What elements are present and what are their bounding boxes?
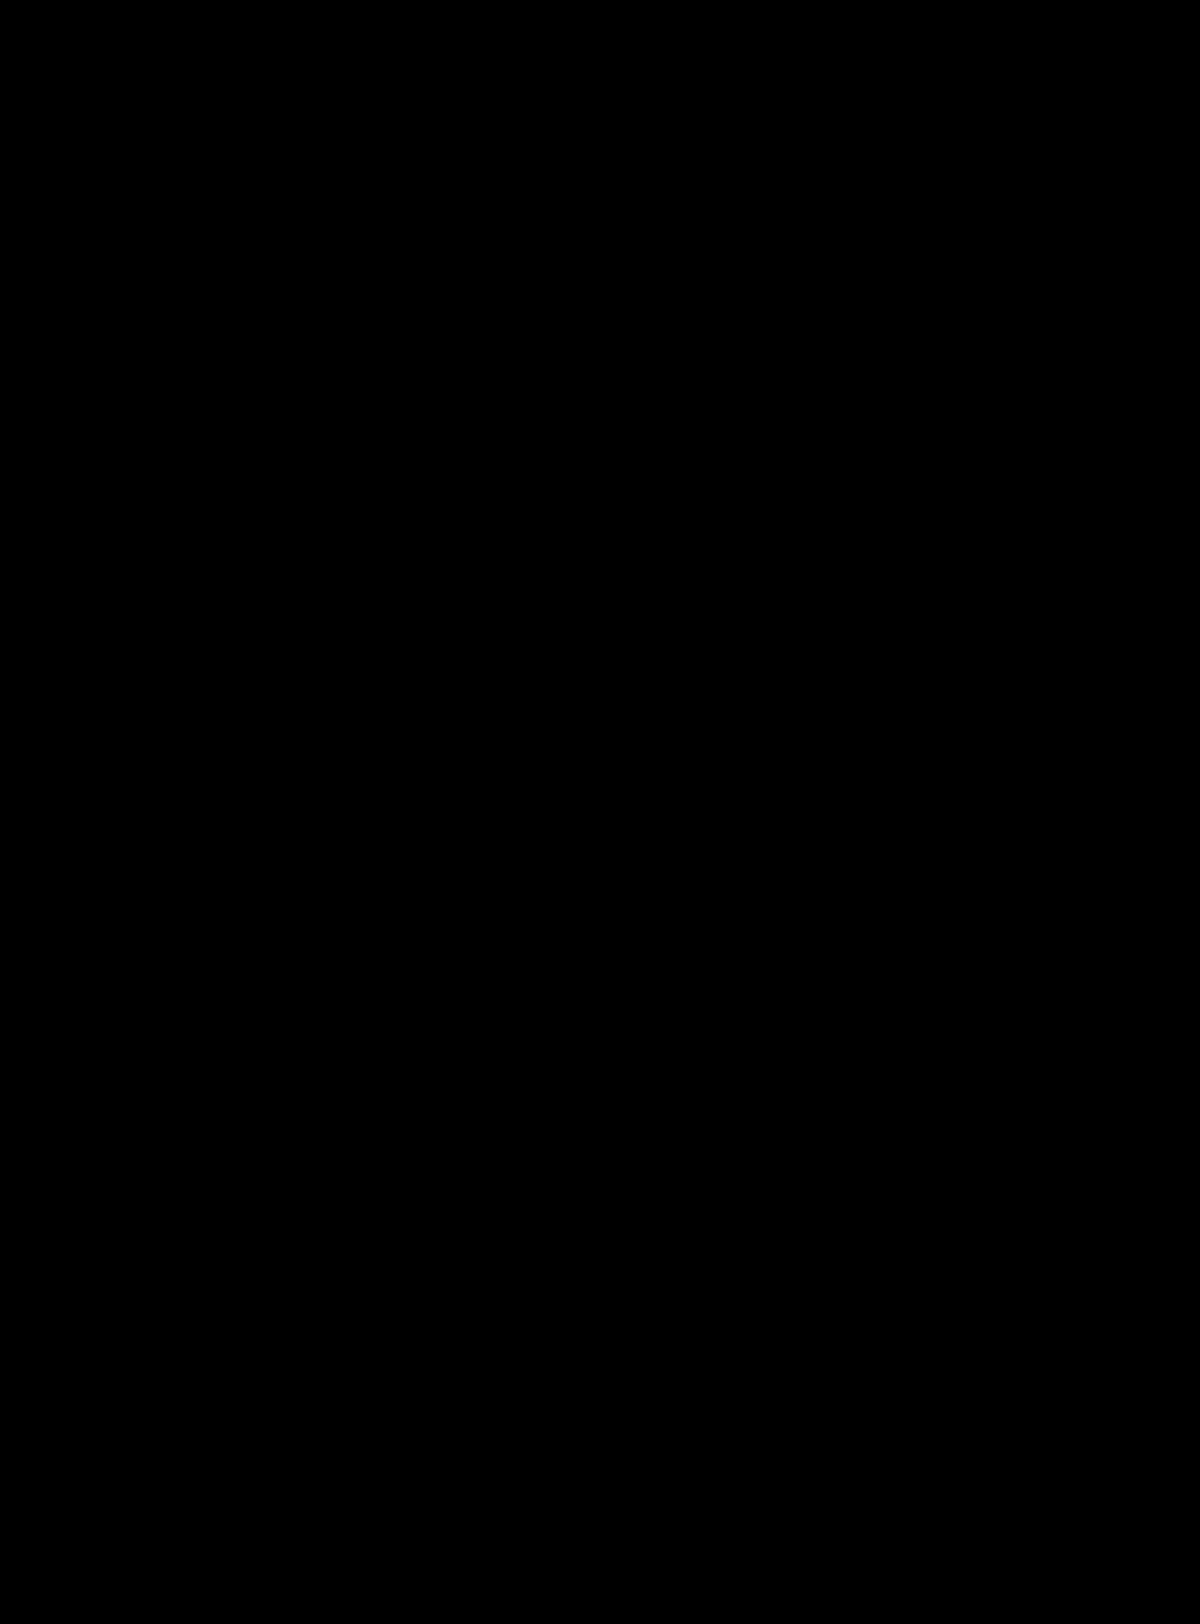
servings-per-container: Approx. 28 Servings per Container xyxy=(67,133,660,174)
row-divider xyxy=(59,931,1169,934)
serving-size-value: 1 Rounded Scoop (35.3 grams) xyxy=(477,184,1035,226)
serving-size-label: Serving Size: xyxy=(67,184,306,226)
table-row xyxy=(63,581,1169,627)
row-divider xyxy=(59,679,1169,682)
nutrient-dv: 4% xyxy=(1121,786,1169,823)
nutrient-dv: 0% xyxy=(1121,1016,1169,1053)
divider-footnote xyxy=(59,1211,1169,1217)
nutrient-name: Calcium 34mg xyxy=(69,1066,293,1103)
table-row xyxy=(63,1065,1169,1111)
nutrient-dv: 0% xyxy=(1121,530,1169,567)
serving-size-row xyxy=(67,183,1167,227)
calories-per-gram-values: Fat 9 • Carbohydrate 4 • Protein 4 xyxy=(435,1333,799,1359)
nutrient-dv: 42% xyxy=(1102,936,1169,973)
table-row xyxy=(63,1115,1169,1161)
nutrition-panel xyxy=(22,8,1178,1380)
nutrient-name: Trans Fat 0g xyxy=(115,582,310,619)
nutrient-dv: 17% xyxy=(1102,686,1169,723)
nutrient-name: Total Sugars 0g xyxy=(115,836,361,873)
nutrient-dv: 2% xyxy=(1121,478,1169,515)
nutrient-name: Saturated Fat 0g xyxy=(115,530,374,567)
table-row xyxy=(63,477,1169,523)
table-row xyxy=(63,633,1169,679)
nutrient-name: Dietary Fiber 1g xyxy=(115,786,365,823)
nutrient-name: Total Fat 1.5g xyxy=(69,478,280,515)
nutrient-name: Protein 21g xyxy=(69,936,249,973)
calories-label: CALORIES xyxy=(63,314,428,394)
ingredients-text: Ingredients: Vegan Protein (Pea Protein Concentrate, Organic Pumpkin Protein, Watermelon Seed Protein), Natural and Artificial Flavors, Peanut Flour (Adding 1g Protein), Sunflower Creamer (High Oleic Sunflower Oil, Tapioca Starch, Tapioca Dextrin, Natural Flavors, Mixed Tocopherols), Salt, Sucralose, Xanthan Gum xyxy=(38,1404,1162,1548)
nutrient-name: Cholesterol 0mg xyxy=(69,634,328,671)
row-divider xyxy=(59,731,1169,734)
row-divider xyxy=(59,523,1169,526)
calories-per-gram-label: Calories per gram: xyxy=(67,1303,271,1329)
nutrient-name: Total Carbohydrate 6g xyxy=(69,736,417,773)
row-divider xyxy=(59,831,1169,834)
table-row xyxy=(63,1165,1169,1211)
calories-row xyxy=(63,304,1169,403)
table-row xyxy=(63,785,1169,831)
divider-dv xyxy=(59,470,1169,476)
divider-thick-1 xyxy=(59,237,1169,271)
table-row xyxy=(63,735,1169,781)
divider-thick-3 xyxy=(59,981,1169,1007)
row-divider xyxy=(59,627,1169,630)
table-row xyxy=(63,935,1169,981)
nutrient-dv: 2% xyxy=(1121,736,1169,773)
amount-per-serving: Amount Per Serving xyxy=(67,288,317,318)
table-row xyxy=(63,1015,1169,1061)
row-divider xyxy=(59,881,1169,884)
nutrient-dv: 2% xyxy=(1121,1066,1169,1103)
table-row xyxy=(63,529,1169,575)
nutrient-name: Iron 4mg xyxy=(69,1116,209,1153)
nutrient-dv: 0% xyxy=(1121,634,1169,671)
calories-value: 120 xyxy=(1022,304,1169,403)
contains-allergens-text: Contains: Peanuts xyxy=(38,1582,276,1612)
table-row xyxy=(63,685,1169,731)
nutrient-name: Vitamin D 0mcg xyxy=(69,1016,316,1053)
daily-value-footnote: ** The % Daily Value (DV) tells you how much a nutrient in a serving of food contributes to a daily diet. 2000 calories a day is used for general nutrition advice. xyxy=(67,1239,1138,1289)
table-row xyxy=(63,835,1169,881)
nutrient-dv: 25% xyxy=(1102,1116,1169,1153)
daily-value-header: % Daily Value** xyxy=(934,437,1137,468)
row-divider xyxy=(59,575,1169,578)
divider-thick-2 xyxy=(59,411,1169,437)
row-divider xyxy=(59,781,1169,784)
row-divider xyxy=(59,1111,1169,1114)
nutrient-name: Includes 0g Added Sugars xyxy=(161,886,575,923)
divider-under-title xyxy=(59,121,1169,127)
table-row xyxy=(63,885,1169,931)
nutrient-name: Sodium 390mg xyxy=(69,686,304,723)
nutrient-dv: 0% xyxy=(1121,886,1169,923)
nutrient-dv: 4% xyxy=(1121,1166,1169,1203)
row-divider xyxy=(59,1161,1169,1164)
row-divider xyxy=(59,1061,1169,1064)
page-title: NUTRITION FACTS xyxy=(149,28,1073,113)
nutrient-name: Potassium 171mg xyxy=(69,1166,350,1203)
